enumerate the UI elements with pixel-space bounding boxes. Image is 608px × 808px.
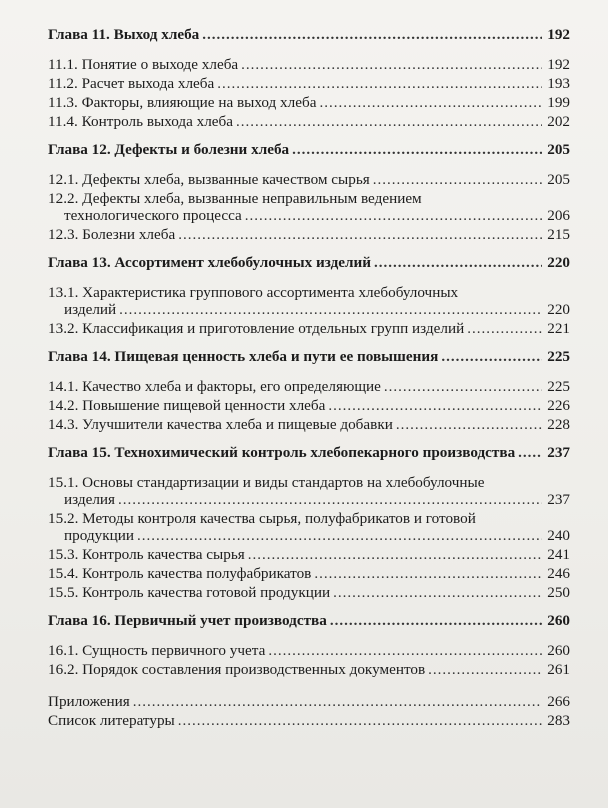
toc-section [48, 190, 570, 225]
toc-page-number: 192 [547, 56, 570, 73]
toc-page-number: 220 [547, 254, 570, 271]
toc-entry-title: 11.1. Понятие о выходе хлеба [48, 56, 239, 73]
toc-section [48, 510, 570, 545]
dot-leader [292, 142, 542, 159]
toc-page-number: 225 [547, 348, 570, 365]
toc-section [48, 320, 570, 338]
toc-entry-title-line1: 15.2. Методы контроля качества сырья, полуфабрикатов и готовой [48, 510, 476, 527]
toc-entry-title: изделия [64, 491, 116, 508]
toc-entry-title: 11.3. Факторы, влияющие на выход хлеба [48, 94, 317, 111]
toc-section [48, 378, 570, 396]
toc-page-number: 260 [547, 642, 570, 659]
toc-page-number: 241 [547, 546, 570, 563]
toc-entry-title: 12.3. Болезни хлеба [48, 226, 176, 243]
dot-leader [268, 643, 542, 660]
toc-page-number: 193 [547, 75, 570, 92]
toc-appendix [48, 712, 570, 730]
toc-entry-title: 15.4. Контроль качества полуфабрикатов [48, 565, 312, 582]
toc-page-number: 261 [547, 661, 570, 678]
toc-section [48, 171, 570, 189]
toc-page-number: 226 [547, 397, 570, 414]
toc-section [48, 584, 570, 602]
dot-leader [319, 95, 542, 112]
toc-entry-title: Глава 12. Дефекты и болезни хлеба [48, 141, 290, 158]
toc-entry-title: Глава 15. Технохимический контроль хлебопекарного производства [48, 444, 516, 461]
dot-leader [217, 76, 542, 93]
toc-section [48, 226, 570, 244]
toc-entry-title: Глава 16. Первичный учет производства [48, 612, 327, 629]
toc-page-number: 215 [547, 226, 570, 243]
toc-appendix [48, 693, 570, 711]
dot-leader [330, 613, 542, 630]
dot-leader [133, 694, 542, 711]
toc-page-number: 283 [547, 712, 570, 729]
dot-leader [328, 398, 542, 415]
toc-section [48, 546, 570, 564]
toc-chapter [48, 612, 570, 630]
dot-leader [245, 208, 542, 225]
dot-leader [137, 528, 542, 545]
toc-section [48, 113, 570, 131]
toc-chapter [48, 254, 570, 272]
toc-entry-title: 15.3. Контроль качества сырья [48, 546, 245, 563]
toc-entry-title: 15.5. Контроль качества готовой продукции [48, 584, 331, 601]
toc-page-number: 266 [547, 693, 570, 710]
toc-section [48, 94, 570, 112]
toc-entry-title: Глава 11. Выход хлеба [48, 26, 200, 43]
toc-page-number: 220 [547, 301, 570, 318]
toc-chapter [48, 348, 570, 366]
dot-leader [374, 255, 542, 272]
toc-section [48, 397, 570, 415]
dot-leader [373, 172, 542, 189]
dot-leader [178, 227, 542, 244]
toc-page-number: 237 [547, 444, 570, 461]
toc-chapter [48, 26, 570, 44]
toc-section [48, 642, 570, 660]
toc-entry-title: Приложения [48, 693, 130, 710]
toc-section [48, 661, 570, 679]
toc-entry-title: 14.2. Повышение пищевой ценности хлеба [48, 397, 326, 414]
toc-page-number: 199 [547, 94, 570, 111]
toc-section [48, 75, 570, 93]
toc-page-number: 206 [547, 207, 570, 224]
toc-page-number: 237 [547, 491, 570, 508]
toc-chapter [48, 444, 570, 462]
toc-page-number: 205 [547, 171, 570, 188]
dot-leader [428, 662, 542, 679]
toc-entry-title: изделий [64, 301, 117, 318]
toc-entry-title: Список литературы [48, 712, 175, 729]
dot-leader [241, 57, 542, 74]
dot-leader [248, 547, 542, 564]
toc-entry-title: технологического процесса [64, 207, 242, 224]
toc-page-number: 202 [547, 113, 570, 130]
dot-leader [118, 492, 542, 509]
dot-leader [314, 566, 542, 583]
dot-leader [333, 585, 542, 602]
dot-leader [119, 302, 542, 319]
toc-entry-title: 14.3. Улучшители качества хлеба и пищевые добавки [48, 416, 393, 433]
toc-page-number: 260 [547, 612, 570, 629]
toc-page-number: 250 [547, 584, 570, 601]
toc-entry-title: Глава 14. Пищевая ценность хлеба и пути ее повышения [48, 348, 439, 365]
dot-leader [202, 27, 542, 44]
dot-leader [467, 321, 542, 338]
toc-entry-title-line1: 13.1. Характеристика группового ассортимента хлебобулочных [48, 284, 459, 301]
toc-page-number: 205 [547, 141, 570, 158]
toc-entry-title: 16.2. Порядок составления производственных документов [48, 661, 426, 678]
toc-entry-title-line1: 12.2. Дефекты хлеба, вызванные неправильным ведением [48, 190, 422, 207]
toc-entry-title: 14.1. Качество хлеба и факторы, его определяющие [48, 378, 381, 395]
toc-entry-title-line1: 15.1. Основы стандартизации и виды стандартов на хлебобулочные [48, 474, 485, 491]
toc-entry-title: 16.1. Сущность первичного учета [48, 642, 266, 659]
dot-leader [441, 349, 542, 366]
toc-page-number: 240 [547, 527, 570, 544]
dot-leader [396, 417, 542, 434]
toc-entry-title: продукции [64, 527, 134, 544]
toc-entry-title: Глава 13. Ассортимент хлебобулочных изделий [48, 254, 372, 271]
toc-page-number: 225 [547, 378, 570, 395]
toc-entry-title: 11.4. Контроль выхода хлеба [48, 113, 234, 130]
toc-page-number: 192 [547, 26, 570, 43]
toc-section [48, 565, 570, 583]
dot-leader [236, 114, 542, 131]
dot-leader [178, 713, 542, 730]
toc-section [48, 474, 570, 509]
dot-leader [518, 445, 542, 462]
toc-section [48, 284, 570, 319]
toc-page-number: 228 [547, 416, 570, 433]
toc-section [48, 56, 570, 74]
toc-entry-title: 12.1. Дефекты хлеба, вызванные качеством сырья [48, 171, 370, 188]
toc-section [48, 416, 570, 434]
dot-leader [384, 379, 542, 396]
toc-chapter [48, 141, 570, 159]
toc-entry-title: 13.2. Классификация и приготовление отдельных групп изделий [48, 320, 465, 337]
toc-entry-title: 11.2. Расчет выхода хлеба [48, 75, 215, 92]
toc-page-number: 246 [547, 565, 570, 582]
toc-page-number: 221 [547, 320, 570, 337]
table-of-contents [48, 26, 570, 730]
